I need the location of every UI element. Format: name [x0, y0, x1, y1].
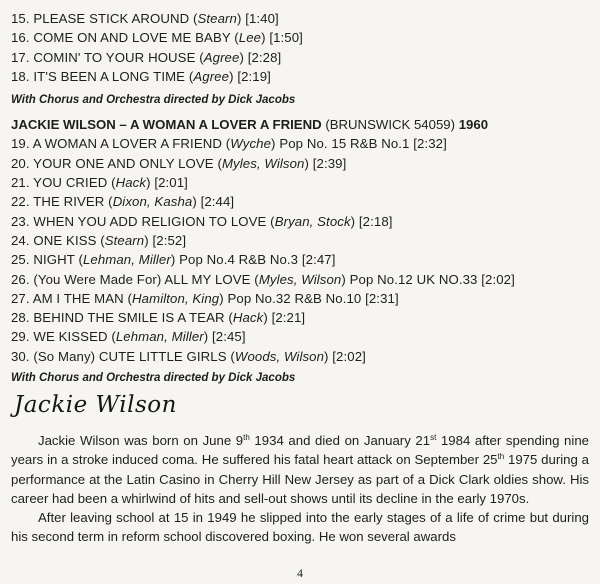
bio-paragraph-1: Jackie Wilson was born on June 9th 1934 and died on January 21st 1984 after spending nine years in a stroke induced coma. He suffered his fatal heart attack on September 25th 1975 during a performance at the Latin Casino in Cherry Hill New Jersey as part of a Dick Clark oldies show. His career had been a whirlwind of hits and sell-out shows until its decline in the early 1970s. [11, 433, 589, 506]
track-writer: Bryan, Stock [274, 213, 351, 229]
track-number: 30. [11, 348, 30, 364]
track-row: 24. ONE KISS (Stearn) [2:52] [11, 232, 187, 248]
page-number: 4 [297, 566, 303, 580]
track-title: IT'S BEEN A LONG TIME [33, 68, 186, 84]
biography [11, 431, 589, 547]
track-writer: Agree [193, 68, 230, 84]
album-name: JACKIE WILSON – A WOMAN A LOVER A FRIEND [11, 117, 322, 133]
track-row: 25. NIGHT (Lehman, Miller) Pop No.4 R&B No.3 [2:47] [11, 252, 336, 268]
track-chart: Pop No. 15 R&B No.1 [279, 136, 410, 152]
track-list-part-1 [11, 9, 591, 86]
track-number: 26. [11, 271, 30, 287]
track-number: 29. [11, 329, 30, 345]
track-number: 24. [11, 232, 30, 248]
track-title: ONE KISS [33, 232, 97, 248]
album-heading [11, 115, 591, 134]
track-writer: Lehman, Miller [115, 329, 204, 345]
track-number: 17. [11, 49, 30, 65]
track-duration: [2:52] [152, 232, 187, 248]
track-number: 16. [11, 30, 30, 46]
track-row: 28. BEHIND THE SMILE IS A TEAR (Hack) [2:21] [11, 310, 306, 326]
track-title: (So Many) CUTE LITTLE GIRLS [33, 348, 227, 364]
track-chart: Pop No.12 UK NO.33 [349, 271, 478, 287]
track-number: 18. [11, 68, 30, 84]
track-duration: [2:02] [481, 271, 515, 287]
track-row: 27. AM I THE MAN (Hamilton, King) Pop No.32 R&B No.10 [2:31] [11, 290, 399, 306]
track-number: 27. [11, 290, 30, 306]
track-writer: Lehman, Miller [82, 252, 171, 268]
track-row: 22. THE RIVER (Dixon, Kasha) [2:44] [11, 194, 235, 210]
track-writer: Myles, Wilson [221, 155, 305, 171]
track-title: YOUR ONE AND ONLY LOVE [33, 155, 214, 171]
track-duration: [2:02] [332, 348, 366, 364]
track-title: WHEN YOU ADD RELIGION TO LOVE [33, 213, 267, 229]
track-row: 18. IT'S BEEN A LONG TIME (Agree) [2:19] [11, 68, 271, 84]
track-title: COMIN' TO YOUR HOUSE [33, 49, 196, 65]
track-row: 30. (So Many) CUTE LITTLE GIRLS (Woods, Wilson) [2:02] [11, 348, 366, 364]
track-title: PLEASE STICK AROUND [33, 11, 190, 26]
track-duration: [1:50] [269, 30, 303, 46]
track-duration: [2:45] [212, 329, 246, 345]
track-row: 23. WHEN YOU ADD RELIGION TO LOVE (Bryan, Stock) [2:18] [11, 213, 393, 229]
track-title: THE RIVER [33, 194, 105, 210]
track-chart: Pop No.4 R&B No.3 [179, 252, 299, 268]
track-title: WE KISSED [33, 329, 108, 345]
track-number: 28. [11, 310, 30, 326]
track-row: 15. PLEASE STICK AROUND (Stearn) [1:40] [11, 11, 279, 26]
track-writer: Stearn [104, 232, 145, 248]
track-duration: [2:47] [301, 252, 336, 268]
track-row: 19. A WOMAN A LOVER A FRIEND (Wyche) Pop No. 15 R&B No.1 [2:32] [11, 136, 447, 152]
track-writer: Hamilton, King [132, 290, 220, 306]
track-title: COME ON AND LOVE ME BABY [33, 30, 231, 46]
track-duration: [2:32] [413, 136, 447, 152]
track-duration: [2:18] [358, 213, 393, 229]
track-chart: Pop No.32 R&B No.10 [227, 290, 362, 306]
track-title: AM I THE MAN [32, 290, 124, 306]
track-number: 25. [11, 252, 30, 268]
bio-paragraph-2: After leaving school at 15 in 1949 he slipped into the early stages of a life of crime but during his second term in reform school discovered boxing. He won several awards [11, 510, 589, 545]
track-row: 26. (You Were Made For) ALL MY LOVE (Myles, Wilson) Pop No.12 UK NO.33 [2:02] [11, 271, 515, 287]
track-writer: Lee [238, 30, 262, 46]
track-duration: [2:44] [200, 194, 235, 210]
track-writer: Dixon, Kasha [112, 194, 193, 210]
track-title: YOU CRIED [33, 175, 108, 191]
track-row: 29. WE KISSED (Lehman, Miller) [2:45] [11, 329, 246, 345]
track-number: 19. [11, 136, 30, 152]
track-writer: Stearn [197, 11, 237, 26]
track-title: A WOMAN A LOVER A FRIEND [32, 136, 222, 152]
track-row: 17. COMIN' TO YOUR HOUSE (Agree) [2:28] [11, 49, 282, 65]
album-label: (BRUNSWICK 54059) [325, 117, 456, 133]
track-row: 20. YOUR ONE AND ONLY LOVE (Myles, Wilson) [2:39] [11, 155, 347, 171]
orchestra-credit-2: With Chorus and Orchestra directed by Dick Jacobs [11, 372, 296, 385]
track-duration: [2:39] [312, 155, 347, 171]
track-writer: Hack [232, 310, 264, 326]
track-writer: Hack [115, 175, 147, 191]
track-number: 20. [11, 155, 30, 171]
album-year: 1960 [458, 117, 489, 133]
track-number: 23. [11, 213, 30, 229]
section-heading: Jackie Wilson [14, 392, 177, 418]
track-list-part-2 [11, 134, 591, 366]
track-duration: [2:28] [247, 49, 282, 65]
orchestra-credit: With Chorus and Orchestra directed by Dick Jacobs [11, 94, 296, 107]
track-writer: Wyche [230, 136, 272, 152]
track-number: 21. [11, 175, 30, 191]
track-duration: [2:19] [237, 68, 271, 84]
track-title: (You Were Made For) ALL MY LOVE [33, 271, 251, 287]
track-row: 16. COME ON AND LOVE ME BABY (Lee) [1:50] [11, 30, 303, 46]
track-duration: [2:31] [365, 290, 399, 306]
tracklist [11, 9, 591, 393]
track-writer: Woods, Wilson [234, 348, 325, 364]
track-number: 22. [11, 194, 30, 210]
track-duration: [1:40] [245, 11, 279, 26]
track-duration: [2:21] [271, 310, 306, 326]
track-number: 15. [11, 11, 30, 26]
track-row: 21. YOU CRIED (Hack) [2:01] [11, 175, 188, 191]
track-writer: Myles, Wilson [258, 271, 342, 287]
track-title: BEHIND THE SMILE IS A TEAR [33, 310, 225, 326]
track-duration: [2:01] [154, 175, 188, 191]
track-writer: Agree [203, 49, 240, 65]
track-title: NIGHT [33, 252, 75, 268]
